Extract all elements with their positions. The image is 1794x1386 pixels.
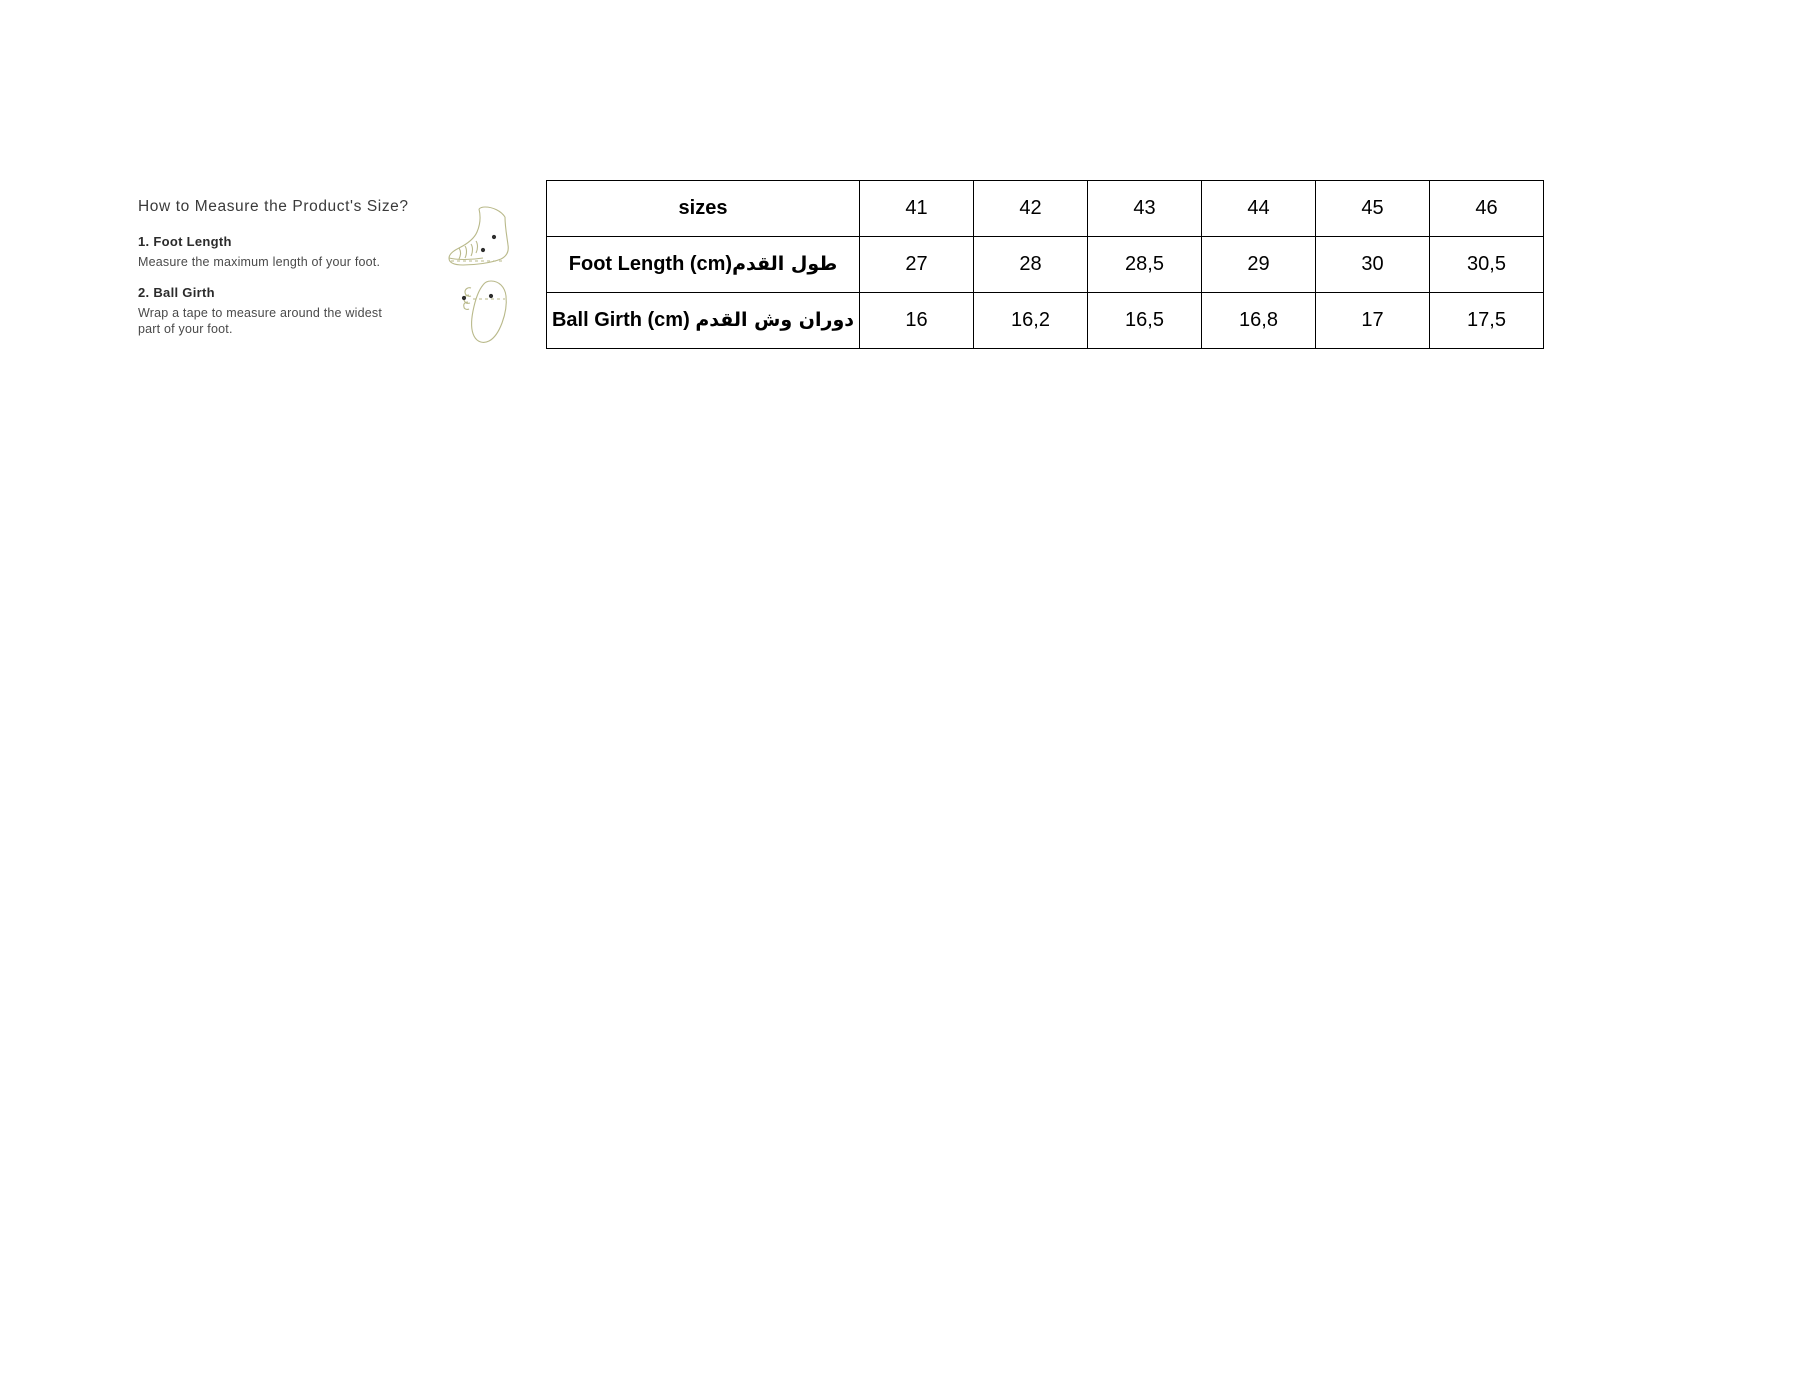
foot-measurement-illustration-icon xyxy=(447,203,539,348)
cell-ball-girth-42: 16,2 xyxy=(974,293,1088,349)
row-label-ball-girth xyxy=(547,293,860,349)
guide-step-title: 2. Ball Girth xyxy=(138,284,215,300)
cell-ball-girth-43: 16,5 xyxy=(1088,293,1202,349)
table-header-size-44: 44 xyxy=(1202,181,1316,237)
table-header-size-43: 43 xyxy=(1088,181,1202,237)
table-header-size-46: 46 xyxy=(1430,181,1544,237)
guide-step-text: Wrap a tape to measure around the widest part of your foot. xyxy=(138,305,383,336)
row-label-ball-girth-ar: دوران وش القدم xyxy=(695,309,855,331)
cell-ball-girth-44: 16,8 xyxy=(1202,293,1316,349)
guide-step-title: 1. Foot Length xyxy=(138,234,232,249)
table-row-ball-girth xyxy=(547,293,1544,349)
cell-foot-length-44: 29 xyxy=(1202,237,1316,293)
guide-step-ball-girth xyxy=(138,285,438,338)
guide-step-text: Measure the maximum length of your foot. xyxy=(138,255,381,269)
row-label-ball-girth-en: Ball Girth (cm) xyxy=(551,309,690,331)
cell-ball-girth-45: 17 xyxy=(1316,293,1430,349)
guide-title: How to Measure the Product's Size? xyxy=(138,198,409,215)
measurement-guide xyxy=(138,198,438,352)
row-label-foot-length-ar: طول القدم xyxy=(732,253,838,275)
cell-foot-length-41: 27 xyxy=(860,237,974,293)
size-table xyxy=(546,180,1544,349)
cell-foot-length-46: 30,5 xyxy=(1430,237,1544,293)
table-header-size-41: 41 xyxy=(860,181,974,237)
cell-foot-length-42: 28 xyxy=(974,237,1088,293)
cell-foot-length-43: 28,5 xyxy=(1088,237,1202,293)
table-header-size-45: 45 xyxy=(1316,181,1430,237)
cell-ball-girth-46: 17,5 xyxy=(1430,293,1544,349)
table-header-size-42: 42 xyxy=(974,181,1088,237)
table-header-sizes: sizes xyxy=(547,181,860,237)
cell-foot-length-45: 30 xyxy=(1316,237,1430,293)
row-label-foot-length xyxy=(547,237,860,293)
guide-step-foot-length xyxy=(138,234,438,271)
row-label-foot-length-en: Foot Length (cm) xyxy=(568,253,733,275)
size-chart xyxy=(546,180,1544,349)
table-row-foot-length xyxy=(547,237,1544,293)
table-row-header xyxy=(547,181,1544,237)
cell-ball-girth-41: 16 xyxy=(860,293,974,349)
